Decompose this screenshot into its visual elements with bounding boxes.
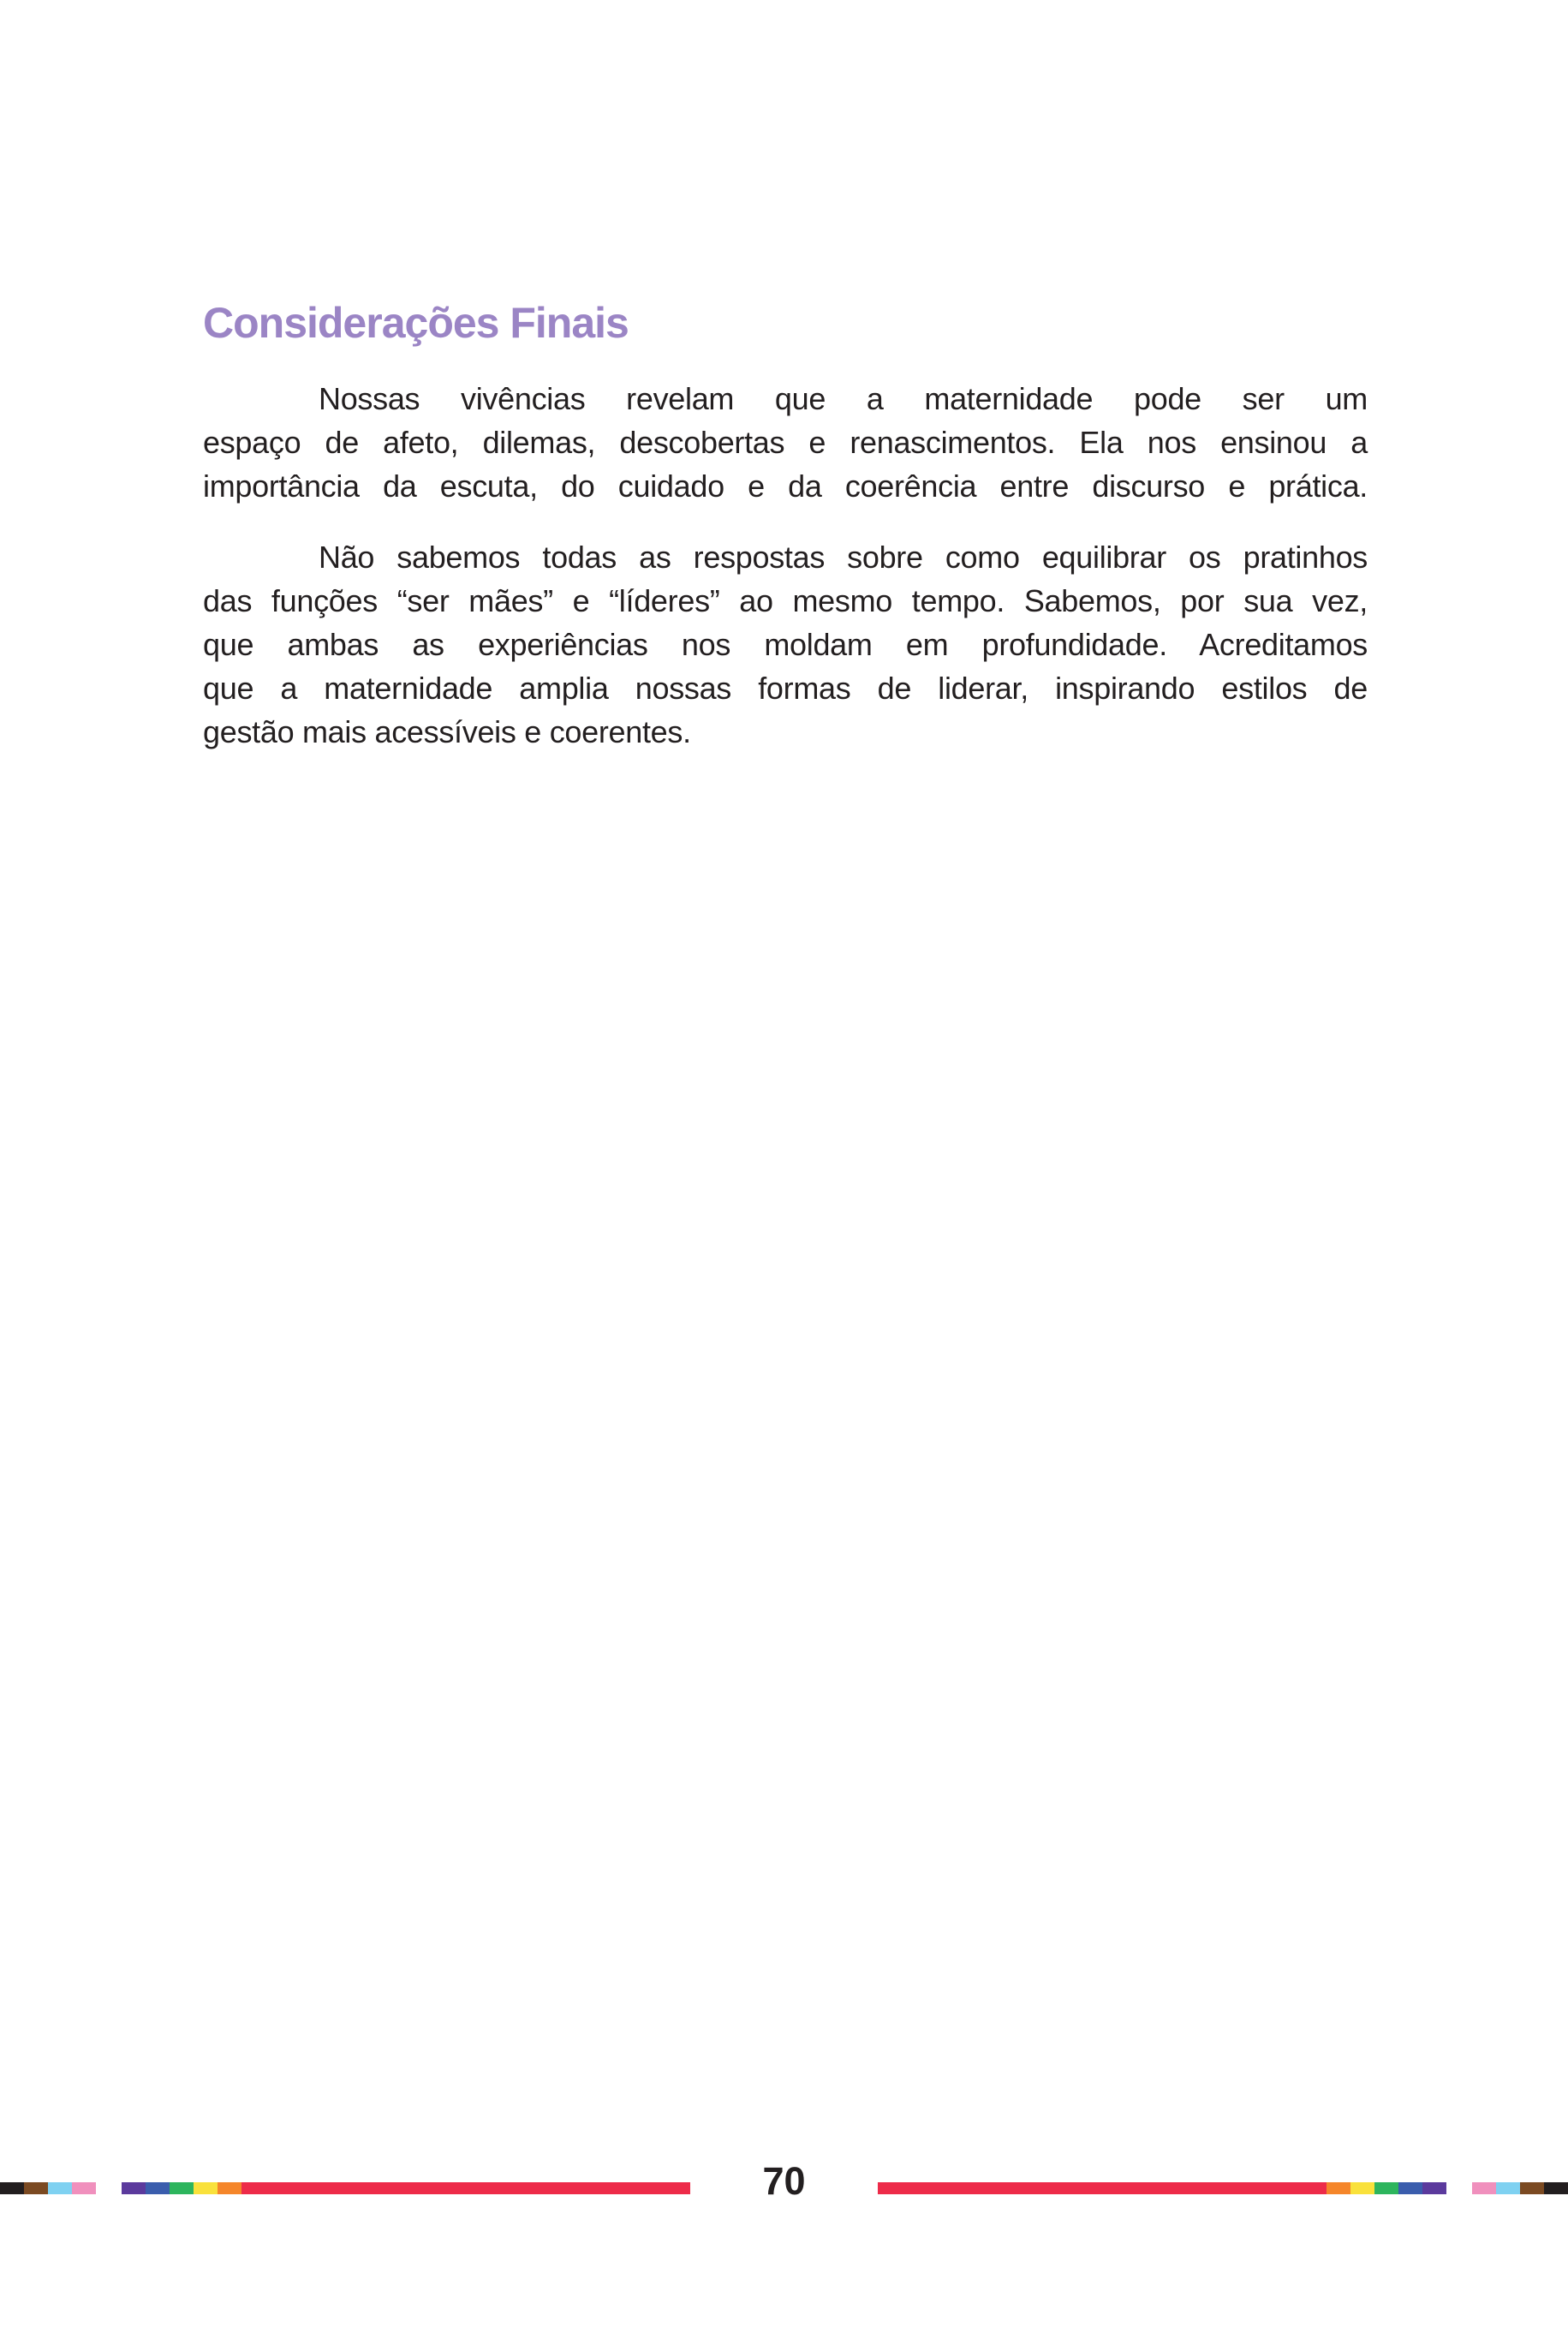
green-bar-segment <box>1374 2182 1398 2194</box>
gap-bar-segment <box>1446 2182 1472 2194</box>
black-bar-segment <box>1544 2182 1568 2194</box>
paragraph-line: das funções “ser mães” e “líderes” ao mesmo tempo. Sabemos, por sua vez, <box>203 583 1368 618</box>
paragraph <box>203 535 1368 754</box>
orange-bar-segment <box>1327 2182 1350 2194</box>
page-number: 70 <box>762 2159 806 2203</box>
pink-bar-segment <box>1472 2182 1496 2194</box>
brown-bar-segment <box>1520 2182 1544 2194</box>
yellow-bar-segment <box>1350 2182 1374 2194</box>
paragraph-line: que ambas as experiências nos moldam em profundidade. Acreditamos <box>203 627 1368 662</box>
page-content <box>203 301 1368 754</box>
paragraph-line: espaço de afeto, dilemas, descobertas e renascimentos. Ela nos ensinou a <box>203 425 1368 460</box>
red-bar-segment <box>878 2182 1327 2194</box>
paragraph-line: gestão mais acessíveis e coerentes. <box>203 714 691 749</box>
purple-bar-segment <box>1422 2182 1446 2194</box>
paragraph-line: importância da escuta, do cuidado e da coerência entre discurso e prática. <box>203 468 1368 504</box>
paragraph-line: que a maternidade amplia nossas formas de liderar, inspirando estilos de <box>203 671 1368 706</box>
section-heading: Considerações Finais <box>203 299 629 347</box>
light-blue-bar-segment <box>1496 2182 1520 2194</box>
paragraph <box>203 377 1368 508</box>
paragraph-line: Não sabemos todas as respostas sobre como equilibrar os pratinhos <box>319 540 1368 575</box>
paragraph-line: Nossas vivências revelam que a maternidade pode ser um <box>319 381 1368 416</box>
blue-bar-segment <box>1398 2182 1422 2194</box>
footer-decoration-right <box>878 2182 1568 2194</box>
